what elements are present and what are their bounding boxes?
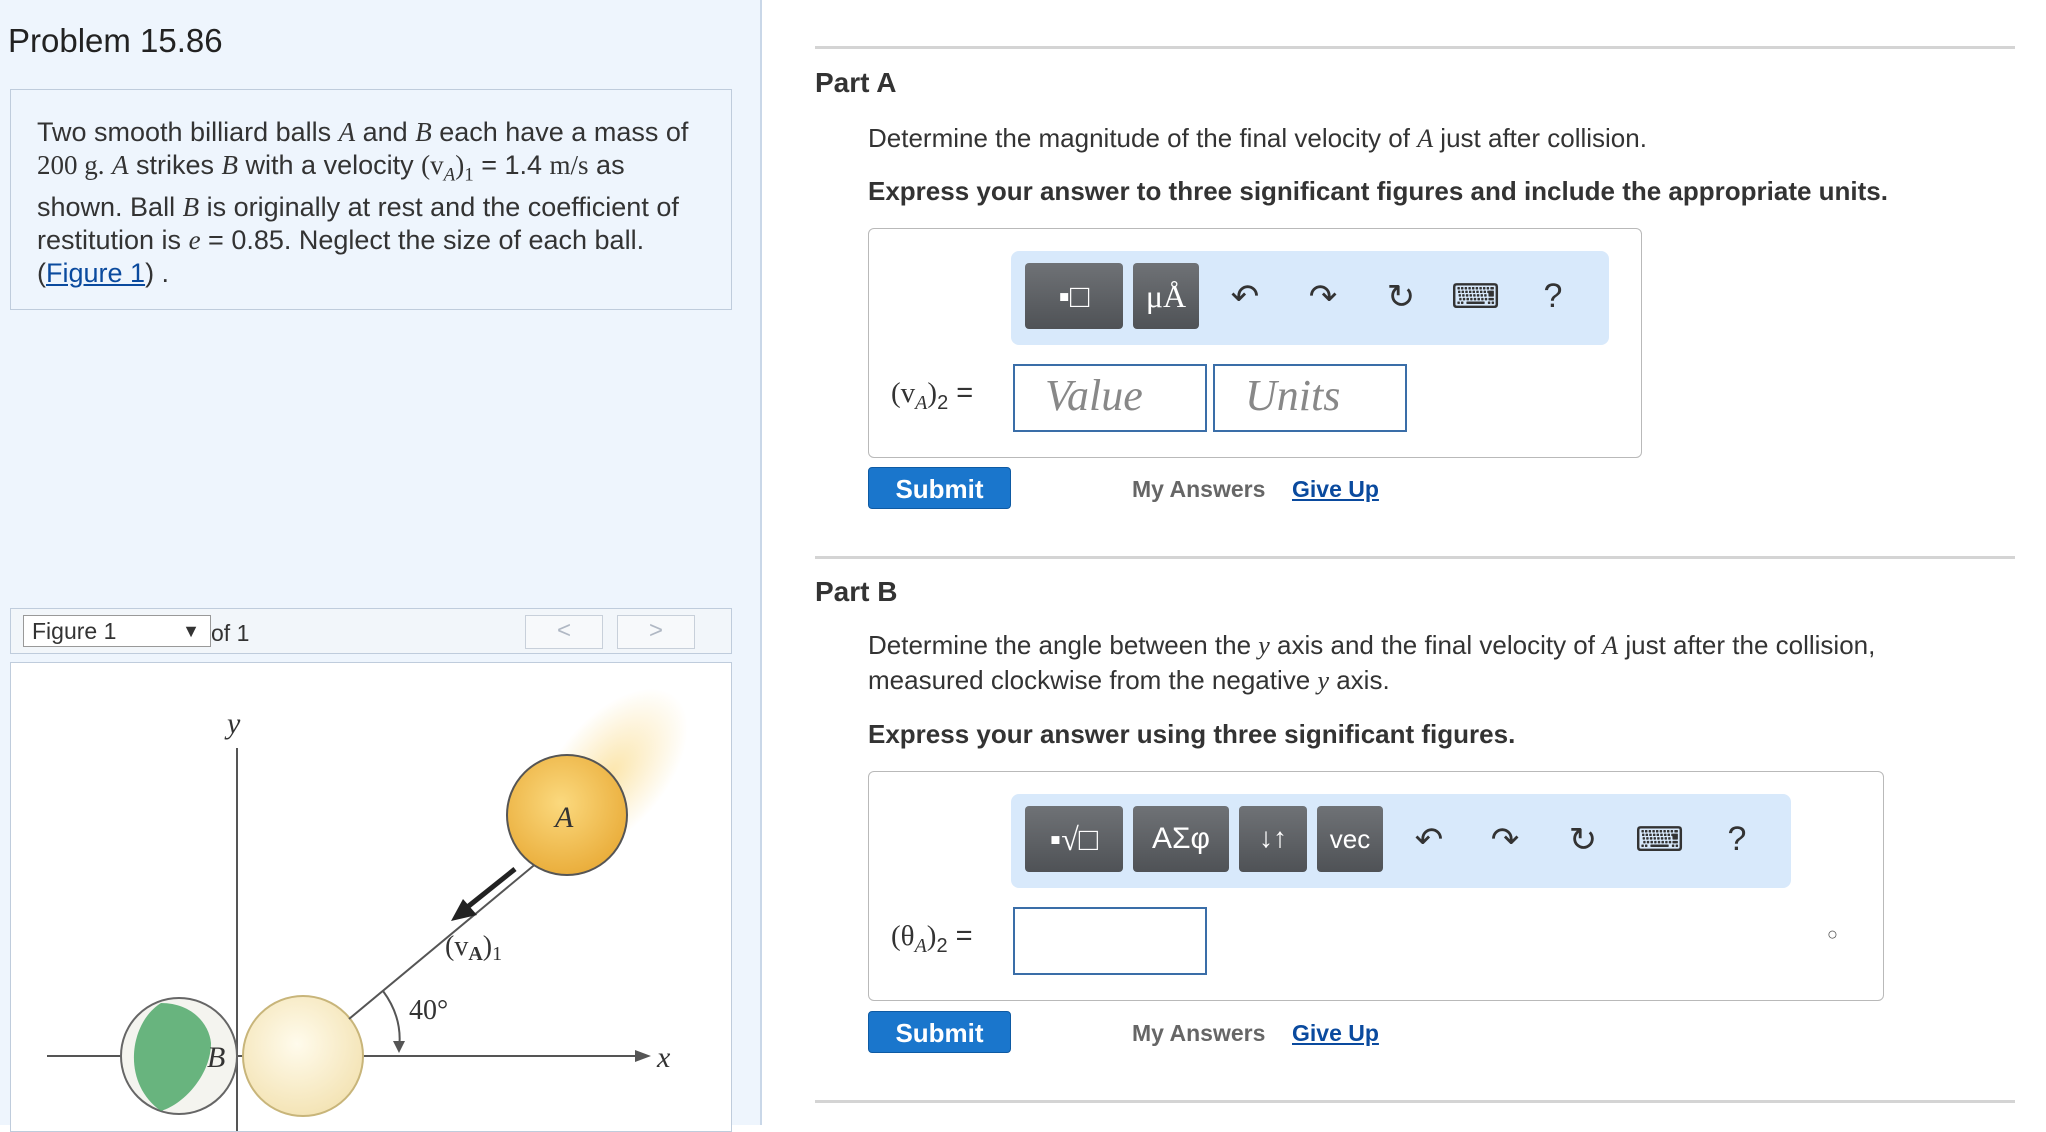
reset-icon[interactable]: ↻ (1568, 821, 1598, 859)
arrows-button[interactable]: ↓↑ (1239, 806, 1307, 872)
var-b: B (182, 192, 200, 223)
part-b-prompt: Determine the angle between the y axis and the final velocity of A just after the collision, measured clockwise from the negative y axis. (868, 630, 1876, 695)
part-a-answer-box (868, 228, 1642, 458)
figure-image (10, 662, 732, 1132)
part-c-divider (815, 1100, 2015, 1103)
ball-a-label: A (555, 801, 574, 834)
problem-text: each have a mass of (431, 117, 689, 147)
redo-icon[interactable]: ↷ (1490, 821, 1520, 859)
degree-icon: ○ (1827, 924, 1838, 944)
mass-value: 200 g. (37, 150, 105, 180)
redo-icon[interactable]: ↷ (1308, 278, 1338, 316)
greek-symbols-button[interactable]: ΑΣφ (1133, 806, 1229, 872)
value-input[interactable]: Value (1013, 364, 1207, 432)
part-b-answer-label: $(\theta_A)_2$ = (891, 920, 973, 957)
problem-text: = 1.4 (473, 150, 550, 180)
part-a-divider (815, 46, 2015, 49)
problem-text: is originally at rest and the coefficient of restitution is (37, 192, 679, 256)
figure-select[interactable]: Figure 1 ▼ (23, 615, 211, 647)
units-input[interactable]: Units (1213, 364, 1407, 432)
part-b-toolbar (1011, 794, 1791, 888)
problem-text: strikes (128, 150, 222, 180)
part-a-prompt: Determine the magnitude of the final velocity of A just after collision. (868, 123, 1647, 153)
part-a-toolbar (1011, 251, 1609, 345)
figure-count: of 1 (211, 620, 250, 646)
y-axis-label: y (227, 707, 241, 740)
problem-text: as shown. Ball (37, 150, 625, 223)
part-a-answer-label: $(v_A)_2$ = (891, 377, 974, 414)
x-axis-arrow (635, 1050, 651, 1062)
angle-arc (383, 991, 400, 1049)
x-axis-label: x (657, 1041, 671, 1074)
problem-statement: Two smooth billiard balls A and B each have a mass of 200 g. A strikes B with a velocity $(v_A)_1 = 1.4$ m/s as shown. Ball B is originally at rest and the coefficient of restitution is e = 0.85. Neglect the size of each ball. (Figure 1) . (10, 89, 732, 310)
var-b: B (221, 150, 239, 180)
part-b-submit-button[interactable]: Submit (868, 1011, 1011, 1053)
part-a-submit-button[interactable]: Submit (868, 467, 1011, 509)
vector-button[interactable]: vec (1317, 806, 1383, 872)
part-a-instruction: Express your answer to three significant figures and include the appropriate units. (868, 176, 1888, 206)
keyboard-icon[interactable]: ⌨ (1635, 821, 1685, 859)
billiard-diagram (11, 663, 731, 1132)
part-b-my-answers-link[interactable]: My Answers (1132, 1020, 1266, 1046)
part-b-instruction: Express your answer using three significant figures. (868, 719, 1516, 749)
problem-text: Two smooth billiard balls (37, 117, 339, 147)
part-a-give-up-link[interactable]: Give Up (1292, 476, 1379, 502)
keyboard-icon[interactable]: ⌨ (1451, 278, 1501, 316)
part-b-divider (815, 556, 2015, 559)
figure-navigation (10, 608, 732, 654)
angle-arc-arrow (393, 1041, 405, 1053)
help-icon[interactable]: ? (1727, 820, 1747, 858)
problem-text: with a velocity (238, 150, 422, 180)
ball-a-at-impact (243, 996, 363, 1116)
undo-icon[interactable]: ↶ (1230, 278, 1260, 316)
var-a: A (338, 117, 356, 147)
part-a-title: Part A (815, 67, 897, 98)
figure-link[interactable]: Figure 1 (46, 258, 146, 289)
problem-text: = 0.85. Neglect the size of each ball. (200, 225, 645, 256)
part-b-give-up-link[interactable]: Give Up (1292, 1020, 1379, 1046)
next-figure-button[interactable]: > (617, 615, 695, 649)
prev-figure-button[interactable]: < (525, 615, 603, 649)
part-b-title: Part B (815, 576, 898, 607)
var-e: e (188, 225, 201, 256)
problem-text: and (355, 117, 416, 147)
templates-button[interactable]: ▪□ (1025, 263, 1123, 329)
problem-panel (0, 0, 762, 1125)
units-button[interactable]: μÅ (1133, 263, 1199, 329)
angle-input[interactable] (1013, 907, 1207, 975)
velocity-label: (vA)1 (445, 931, 503, 965)
templates-button[interactable]: ▪√□ (1025, 806, 1123, 872)
undo-icon[interactable]: ↶ (1414, 821, 1444, 859)
dropdown-arrow-icon: ▼ (182, 621, 200, 641)
part-b-answer-box (868, 771, 1884, 1001)
velocity-symbol: $(v_A)_1$ (421, 150, 474, 186)
help-icon[interactable]: ? (1543, 277, 1563, 315)
var-b: B (415, 117, 432, 147)
var-a: A (112, 150, 129, 180)
problem-title: Problem 15.86 (8, 22, 223, 59)
velocity-unit: m/s (549, 150, 589, 180)
ball-b-label: B (207, 1041, 226, 1074)
reset-icon[interactable]: ↻ (1386, 278, 1416, 316)
part-a-my-answers-link[interactable]: My Answers (1132, 476, 1266, 502)
angle-label: 40° (409, 995, 449, 1026)
